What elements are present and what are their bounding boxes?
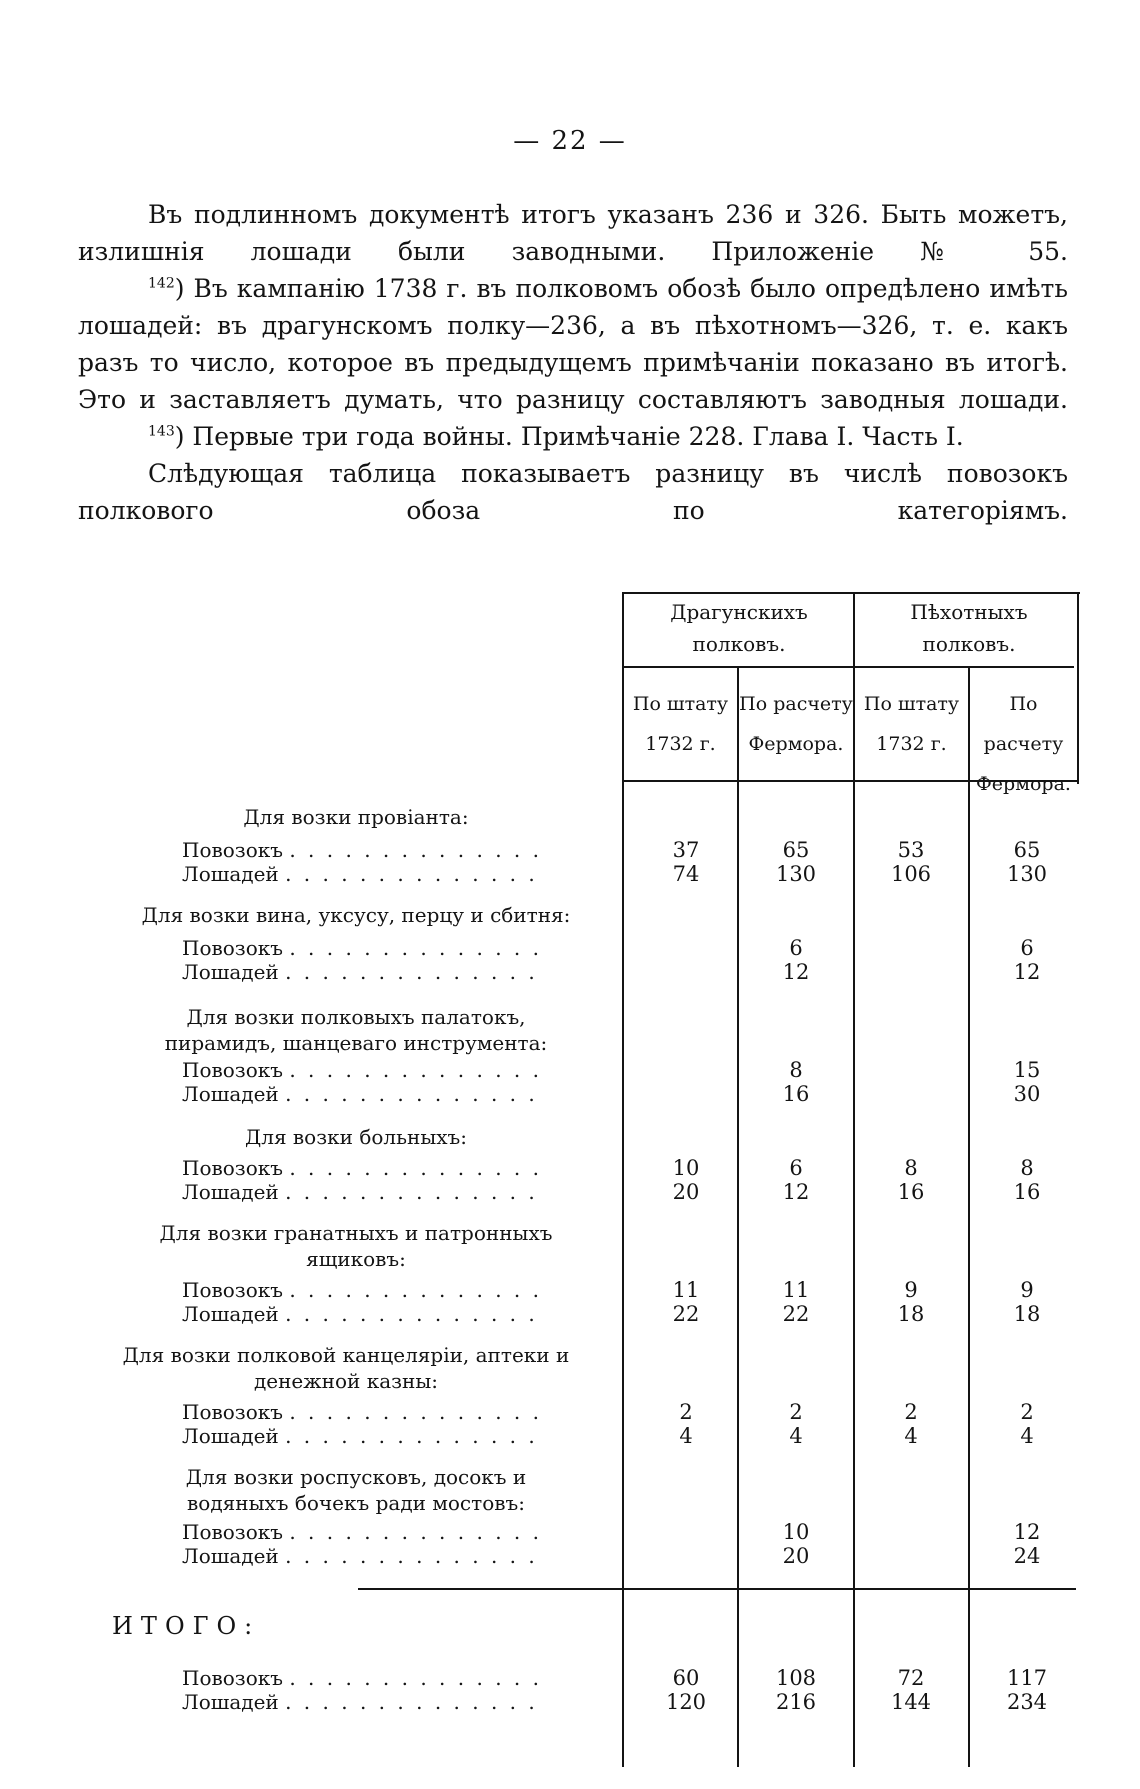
category-title: Для возки полковыхъ палатокъ, пирамидъ, шанцеваго инструмента: [164,1005,548,1055]
total-value: 120 [665,1690,707,1714]
subheader-calc: По расчету Фермора. [976,693,1071,795]
cell-value: 8 [789,1058,803,1082]
total-value: 216 [775,1690,817,1714]
cell-value: 15 [1013,1058,1041,1082]
cell-value: 8 [1020,1156,1034,1180]
footnote-mark: 142 [148,275,175,292]
notes-block [78,196,1068,529]
cell-value: 24 [1013,1544,1041,1568]
cell-value: 37 [672,838,700,862]
column-divider [968,666,970,1767]
table-top-rule [622,592,1080,594]
cell-value: 4 [1020,1424,1034,1448]
cell-value: 2 [904,1400,918,1424]
subheader-staff: По штату 1732 г. [863,693,960,755]
cell-value: 106 [890,862,932,886]
cell-value: 4 [904,1424,918,1448]
cell-value: 16 [782,1082,810,1106]
cell-value: 2 [679,1400,693,1424]
cell-value: 22 [782,1302,810,1326]
cell-value: 6 [789,936,803,960]
group-header-rule [622,666,1074,668]
cell-value: 9 [904,1278,918,1302]
category-title: Для возки гранатныхъ и патронныхъ ящиковъ: [159,1221,553,1271]
row-label-horses: Лошадей . . . . . . . . . . . . . . [182,1082,538,1106]
total-value: 72 [897,1666,925,1690]
row-label-wagons: Повозокъ . . . . . . . . . . . . . . [182,1520,542,1544]
cell-value: 22 [672,1302,700,1326]
cell-value: 30 [1013,1082,1041,1106]
row-label-wagons: Повозокъ . . . . . . . . . . . . . . [182,1156,542,1180]
column-divider [737,666,739,1767]
cell-value: 65 [782,838,810,862]
cell-value: 130 [1006,862,1048,886]
row-label-wagons: Повозокъ . . . . . . . . . . . . . . [182,1400,542,1424]
footnote-143 [78,418,1068,455]
cell-value: 16 [897,1180,925,1204]
cell-value: 74 [672,862,700,886]
category-title: Для возки вина, уксусу, перцу и сбитня: [141,903,571,927]
cell-value: 2 [1020,1400,1034,1424]
row-label-wagons: Повозокъ . . . . . . . . . . . . . . [182,1058,542,1082]
table-left-border [622,592,624,1767]
category-title: Для возки роспусковъ, досокъ и водяныхъ бочекъ ради мостовъ: [185,1465,527,1515]
cell-value: 16 [1013,1180,1041,1204]
cell-value: 130 [775,862,817,886]
cell-value: 18 [1013,1302,1041,1326]
cell-value: 4 [789,1424,803,1448]
note-paragraph: Въ подлинномъ документѣ итогъ указанъ 236 и 326. Быть можетъ, излишнія лошади были заводными. Приложеніе № 55. [78,200,1068,266]
footnote-text: ) Первые три года войны. Примѣчаніе 228. Глава I. Часть I. [174,422,964,451]
cell-value: 12 [782,960,810,984]
page-number: — 22 — [513,126,627,156]
row-label-horses: Лошадей . . . . . . . . . . . . . . [182,1302,538,1326]
cell-value: 11 [672,1278,700,1302]
table-intro: Слѣдующая таблица показываетъ разницу въ числѣ повозокъ полкового обоза по категоріямъ. [78,459,1068,525]
cell-value: 20 [672,1180,700,1204]
cell-value: 10 [782,1520,810,1544]
cell-value: 65 [1013,838,1041,862]
subheader-staff: По штату 1732 г. [632,693,729,755]
row-label-horses: Лошадей . . . . . . . . . . . . . . [182,1544,538,1568]
cell-value: 12 [1013,1520,1041,1544]
cell-value: 18 [897,1302,925,1326]
cell-value: 10 [672,1156,700,1180]
cell-value: 11 [782,1278,810,1302]
total-heading: ИТОГО: [112,1612,261,1640]
row-label-horses: Лошадей . . . . . . . . . . . . . . [182,1180,538,1204]
cell-value: 20 [782,1544,810,1568]
category-title: Для возки больныхъ: [244,1125,467,1149]
cell-value: 6 [1020,936,1034,960]
cell-value: 8 [904,1156,918,1180]
total-value: 117 [1006,1666,1048,1690]
footnote-mark: 143 [148,423,175,440]
group-divider [853,592,855,1767]
cell-value: 53 [897,838,925,862]
footnote-text: ) Въ кампанію 1738 г. въ полковомъ обозѣ было опредѣлено имѣть лошадей: въ драгунскомъ полку—236, а въ пѣхотномъ—326, т. е. какъ разъ то число, которое въ предыдущемъ примѣчаніи показано въ итогѣ. Это и заставляетъ думать, что разницу составляютъ заводныя лошади. [78,274,1068,414]
row-label-horses: Лошадей . . . . . . . . . . . . . . [182,862,538,886]
total-value: 234 [1006,1690,1048,1714]
cell-value: 12 [1013,960,1041,984]
total-value: 60 [672,1666,700,1690]
row-label-horses: Лошадей . . . . . . . . . . . . . . [182,960,538,984]
group-header-infantry: Пѣхотныхъ полковъ. [910,600,1028,656]
row-label-wagons: Повозокъ . . . . . . . . . . . . . . [182,1278,542,1302]
cell-value: 6 [789,1156,803,1180]
row-label-wagons: Повозокъ . . . . . . . . . . . . . . [182,936,542,960]
subheader-calc: По расчету Фермора. [739,693,853,755]
cell-value: 2 [789,1400,803,1424]
row-label-wagons: Повозокъ . . . . . . . . . . . . . . [182,1666,542,1690]
row-label-wagons: Повозокъ . . . . . . . . . . . . . . [182,838,542,862]
row-label-horses: Лошадей . . . . . . . . . . . . . . [182,1424,538,1448]
category-title: Для возки провіанта: [243,805,469,829]
group-header-dragoon: Драгунскихъ полковъ. [670,600,808,656]
cell-value: 9 [1020,1278,1034,1302]
cell-value: 4 [679,1424,693,1448]
cell-value: 12 [782,1180,810,1204]
footnote-142 [78,270,1068,418]
total-value: 108 [775,1666,817,1690]
total-value: 144 [890,1690,932,1714]
category-title: Для возки полковой канцеляріи, аптеки и денежной казны: [122,1343,570,1393]
row-label-horses: Лошадей . . . . . . . . . . . . . . [182,1690,538,1714]
table-right-border [1077,592,1079,784]
